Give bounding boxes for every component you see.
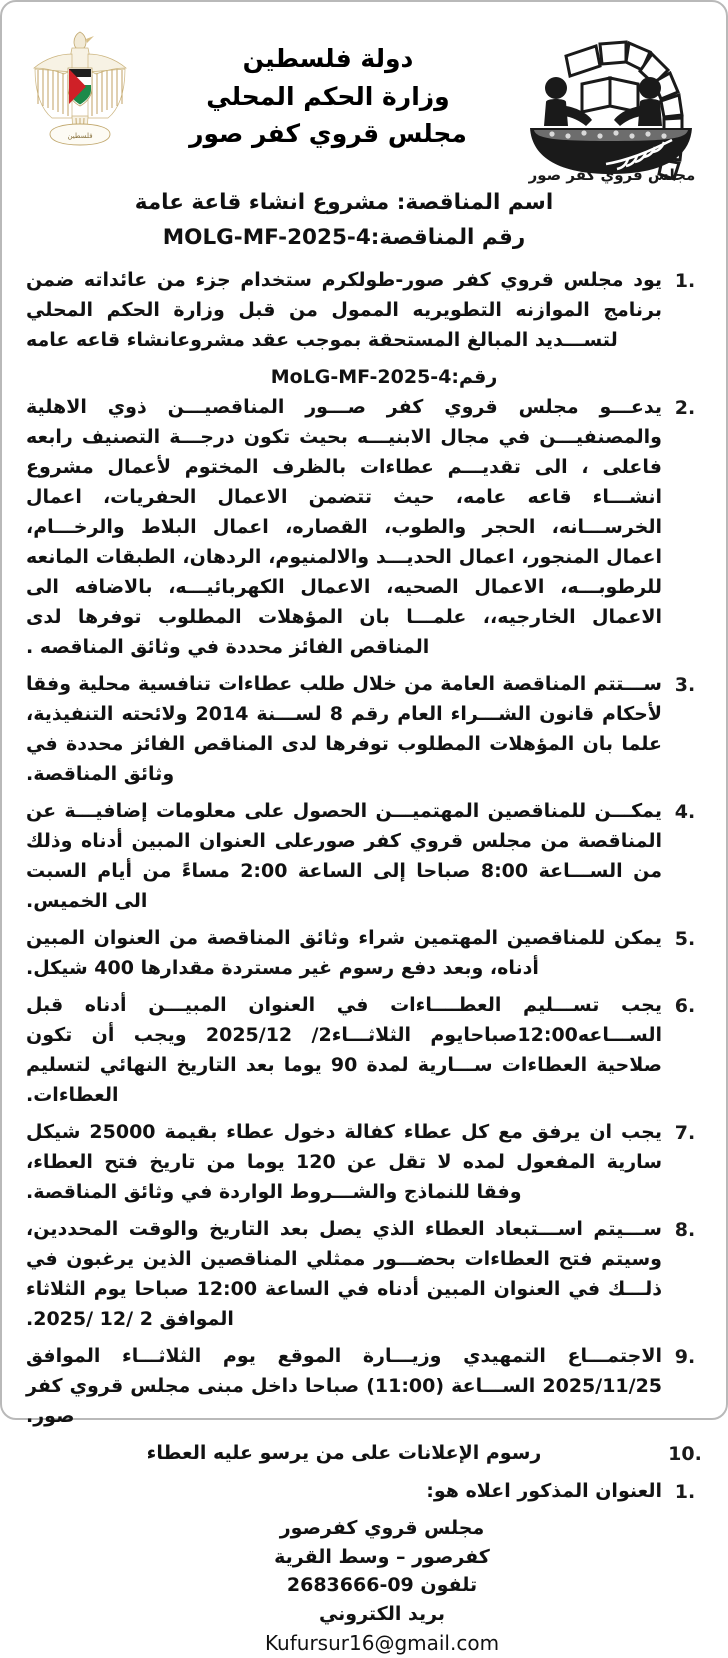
clause-item	[20, 923, 708, 983]
header-title-block	[134, 20, 522, 153]
clause-item	[20, 1438, 708, 1469]
clause-item-address-intro	[20, 1476, 708, 1507]
clause-item	[20, 265, 708, 355]
tender-number: رقم المناقصة:MOLG-MF-2025-4	[162, 224, 526, 250]
clause-item	[20, 669, 708, 789]
clause-item	[20, 392, 708, 662]
clause-text: يجب تســـليم العطــــاءات في العنوان المبيـــن أدناه قبل الســـاعه12:00صباحايوم الثلاثـــاء2/ 2025/12 ويجب أن تكون صلاحية العطاءات ســـارية لمدة 90 يوما بعد التاريخ النهائي لتسليم العطاءات.	[26, 994, 663, 1107]
svg-text:فلسطين: فلسطين	[67, 132, 93, 140]
tender-reference-inline: رقم:MoLG-MF-2025-4	[270, 365, 498, 388]
clause-number: .9	[674, 1346, 696, 1369]
clause-text: يمكن للمناقصين المهتمين شراء وثائق المناقصة من العنوان المبين أدناه، وبعد دفع رسوم غير مستردة مقدارها 400 شيكل.	[26, 926, 662, 979]
ministry-name-line: وزارة الحكم المحلي	[206, 81, 450, 111]
clause-text: يمكـــن للمناقصين المهتميـــن الحصول على معلومات إضافيـــة عن المناقصة من مجلس قروي كفر صورعلى العنوان المبين أدناه وذلك من الســـاعة 8:00 صباحا إلى الساعة 2:00 مساءً من أيام السبت الى الخميس.	[26, 799, 662, 912]
clause-list	[20, 265, 708, 1508]
clause-text: رسوم الإعلانات على من يرسو عليه العطاء	[146, 1442, 542, 1465]
clause-item	[20, 1117, 708, 1207]
contact-address-block	[20, 1514, 708, 1658]
address-location: كفرصور – وسط القرية	[274, 1545, 490, 1568]
clause-number: .1	[674, 1481, 696, 1504]
state-name-line: دولة فلسطين	[242, 44, 414, 73]
address-email-label: بريد الكتروني	[318, 1602, 446, 1625]
clause-item	[20, 796, 708, 916]
address-email: Kufursur16@gmail.com	[264, 1631, 500, 1656]
clause-text: يدعـــو مجلس قروي كفر صـــور المناقصيـــن ذوي الاهلية والمصنفيـــن في مجال الابنيـــه بحيث تكون درجـــة التصنيف رابعه فاعلى ، الى تقديـــم عطاءات بالظرف المختوم لأعمال مشروع انشـــاء قاعه عامه، حيث تتضمن الاعمال الحفريات، اعمال الخرســـانه، الحجر والطوب، القصاره، اعمال البلاط والرخـــام، اعمال المنجور، اعمال الحديـــد والالمنيوم، الردهان، الطبقات المانعه للرطوبـــه، الاعمال الصحيه، الاعمال الكهربائيـــه، بالاضافه الى الاعمال الخارجيه،، علمـــا بان المؤهلات المطلوب توفرها لدى المناقص الفائز محددة في وثائق المناقصه .	[26, 395, 662, 658]
document-header	[20, 16, 708, 184]
clause-text: العنوان المذكور اعلاه هو:	[426, 1480, 662, 1503]
clause-number: .2	[674, 396, 696, 419]
clause-item	[20, 1341, 708, 1431]
clause-number: .1	[674, 269, 696, 292]
clause-item	[20, 990, 708, 1110]
clause-text: ســـيتم اســـتبعاد العطاء الذي يصل بعد التاريخ والوقت المحددين، وسيتم فتح العطاءات بحضـــور ممثلي المناقصين الذين يرغبون في ذلـــك في العنوان المبين أدناه في الساعة 12:00 صباحا يوم الثلاثاء الموافق 2 /12 /2025.	[26, 1218, 662, 1331]
clause-text: ســـتتم المناقصة العامة من خلال طلب عطاءات تنافسية محلية وفقا لأحكام قانون الشـــراء العام رقم 8 لســـنة 2014 ولائحته التنفيذية، علما بان المؤهلات المطلوب توفرها لدى المناقص الفائز محددة في وثائق المناقصة.	[26, 672, 662, 785]
clause-number: .4	[674, 800, 696, 823]
address-council-name: مجلس قروي كفرصور	[279, 1517, 485, 1540]
kafr-sur-village-council-emblem	[522, 22, 702, 182]
clause-number: .5	[674, 927, 696, 950]
tender-name: اسم المناقصة: مشروع انشاء قاعة عامة	[134, 190, 554, 215]
village-emblem-caption: مجلس قروي كفر صور	[528, 166, 696, 184]
clause-number: .8	[674, 1219, 696, 1242]
palestine-eagle-emblem	[26, 24, 134, 164]
clause-number: .10	[668, 1443, 702, 1466]
clause-text: يود مجلس قروي كفر صور-طولكرم ستخدام جزء من عائداته ضمن برنامج الموازنه التطويريه الممول من قبل وزارة الحكم المحلي لتســـديد المبالغ المستحقة بموجب عقد مشروعانشاء قاعه عامه	[26, 268, 662, 351]
address-phone: تلفون 09-2683666	[286, 1574, 478, 1597]
clause-item	[20, 1214, 708, 1334]
clause-number: .7	[674, 1122, 696, 1145]
clause-text: الاجتمـــاع التمهيدي وزيـــارة الموقع يوم الثلاثـــاء الموافق 2025/11/25 الســـاعة (11:00) صباحا داخل مبنى مجلس قروي كفر صور.	[26, 1345, 663, 1428]
tender-title-block	[50, 186, 678, 256]
clause-number: .6	[674, 995, 696, 1018]
council-name-line: مجلس قروي كفر صور	[189, 119, 467, 148]
clause-number: .3	[674, 673, 696, 696]
clause-text: يجب ان يرفق مع كل عطاء كفالة دخول عطاء بقيمة 25000 شيكل سارية المفعول لمده لا تقل عن 120 يوما من تاريخ فتح العطاء، وفقا للنماذج والشـــروط الواردة في وثائق المناقصة.	[26, 1121, 663, 1204]
